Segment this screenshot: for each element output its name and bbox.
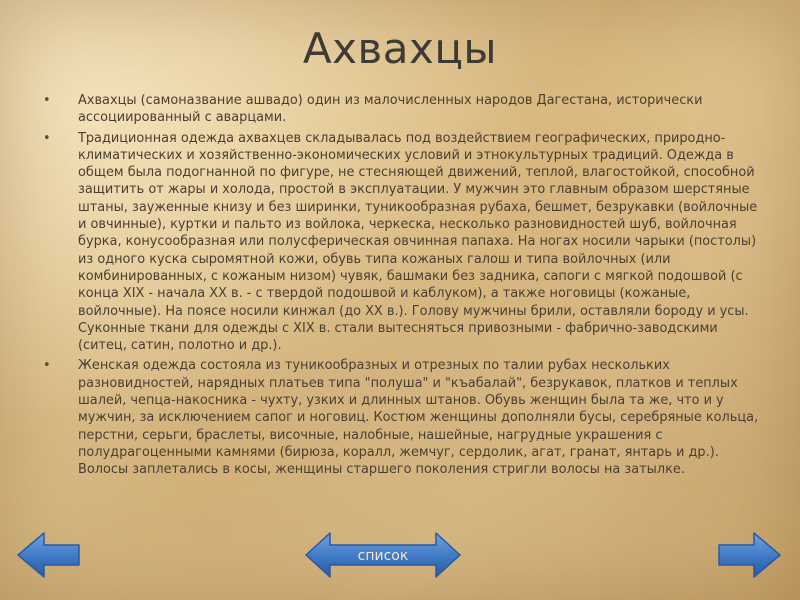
next-slide-button[interactable] xyxy=(716,530,782,584)
list-item xyxy=(40,92,762,127)
paragraph-text: Ахвахцы (самоназвание ашвадо) один из малочисленных народов Дагестана, исторически ассоциированный с аварцами. xyxy=(78,93,703,126)
contents-list-button[interactable] xyxy=(304,530,462,580)
slide-title: Ахвахцы xyxy=(302,24,498,73)
list-item xyxy=(40,357,762,478)
previous-slide-button[interactable] xyxy=(16,530,82,584)
contents-list-label: список xyxy=(357,548,409,564)
arrow-right-icon xyxy=(716,530,782,580)
list-item xyxy=(40,130,762,355)
content-list xyxy=(40,92,762,482)
paragraph-text: Женская одежда состояла из туникообразных и отрезных по талии рубах нескольких разновидностей, нарядных платьев типа "полуша" и "къабалай", безрукавок, платков и теплых шалей, чепца-накосника - чухту, узких и длинных штанов. Обувь женщин была та же, что и у мужчин, за исключением сапог и ноговиц. Костюм женщины дополняли бусы, серебряные кольца, перстни, серьги, браслеты, височные, налобные, нашейные, нагрудные украшения с полудрагоценными камнями (бирюза, коралл, жемчуг, сердолик, агат, гранат, янтарь и др.). Волосы заплетались в косы, женщины старшего поколения стригли волосы на затылке. xyxy=(78,358,759,478)
bullet-icon: • xyxy=(43,130,51,146)
paragraph-text: Традиционная одежда ахвахцев складывалась под воздействием географических, природно-климатических и хозяйственно-экономических условий и этнокультурных традиций. Одежда в общем была подогнанной по фигуре, не стесняющей движений, теплой, влагостойкой, способной защитить от жары и холода, простой в эксплуатации. У мужчин это главным образом шерстяные штаны, зауженные книзу и без ширинки, туникообразная рубаха, бешмет, безрукавки (войлочные и овчинные), куртки и пальто из войлока, черкеска, несколько разновидностей шуб, войлочная бурка, конусообразная или полусферическая овчинная папаха. На ногах носили чарыки (постолы) из одного куска сыромятной кожи, обувь типа кожаных галош и типа войлочных (или комбинированных, с кожаным низом) чувяк, башмаки без задника, сапоги с мягкой подошвой (с конца XIX - начала XX в. - с твердой подошвой и каблуком), а также ноговицы (кожаные, войлочные). На поясе носили кинжал (до XX в.). Голову мужчины брили, оставляли бороду и усы. Суконные ткани для одежды с XIX в. стали вытесняться привозными - фабрично-заводскими (ситец, сатин, полотно и др.). xyxy=(78,130,758,354)
bullet-icon: • xyxy=(43,93,51,108)
bullet-icon: • xyxy=(43,358,51,374)
arrow-left-icon xyxy=(16,530,82,580)
